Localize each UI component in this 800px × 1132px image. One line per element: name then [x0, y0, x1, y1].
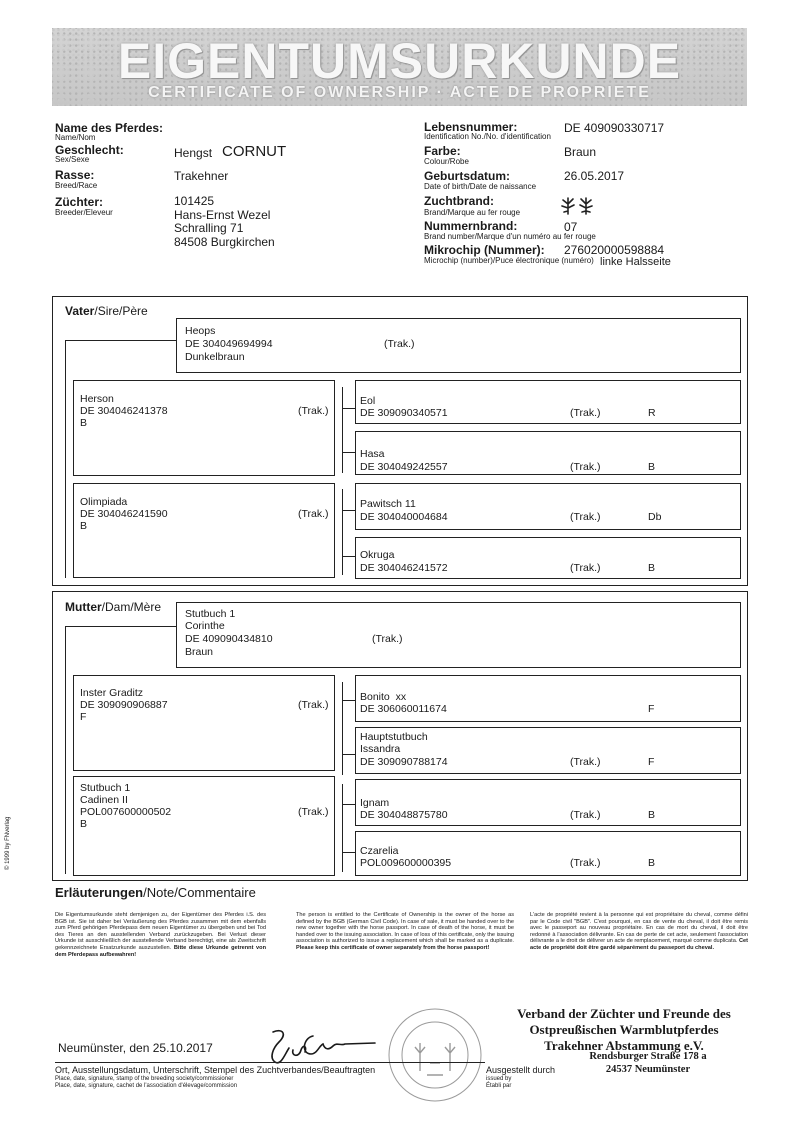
dd-connector [342, 804, 355, 805]
ss-id: DE 304046241378 [80, 405, 168, 417]
colour-value: Braun [564, 145, 597, 159]
sss-colour: R [648, 407, 656, 419]
sds-id: DE 304040004684 [360, 511, 448, 523]
ddd-name: Czarelia [360, 845, 399, 857]
certificate-banner [52, 28, 747, 106]
dds-id: DE 304048875780 [360, 809, 448, 821]
dd-studbook: Stutbuch 1 [80, 782, 131, 794]
signature-label: Ort, Ausstellungsdatum, Unterschrift, Stempel des Zuchtverbandes/Beauftragten [55, 1065, 376, 1075]
chip-location: linke Halsseite [600, 256, 671, 268]
sds-name: Pawitsch 11 [360, 498, 416, 510]
dd-colour: B [80, 818, 88, 830]
breeder-city: 84508 Burgkirchen [174, 235, 275, 249]
notes-title: Erläuterungen/Note/Commentaire [55, 885, 256, 900]
dd-connector [342, 852, 355, 853]
breed-label: Rasse: [55, 168, 95, 182]
dds-breed: (Trak.) [570, 809, 601, 821]
ddd-box [355, 831, 741, 876]
chip-value: 276020000598884 [564, 243, 665, 257]
numbrand-value: 07 [564, 220, 578, 234]
ssd-box [355, 431, 741, 475]
ds-name: Inster Graditz [80, 687, 144, 699]
certificate-subtitle: CERTIFICATE OF OWNERSHIP · ACTE DE PROPRIETE [148, 84, 651, 101]
ds-colour: F [80, 711, 87, 723]
organisation-address: Rendsburger Straße 178 a 24537 Neumünster [589, 1051, 707, 1075]
dds-box [355, 779, 741, 826]
signature-sublabel-en: Place, date, signature, stamp of the breeding society/commissioner [55, 1076, 234, 1082]
ddd-id: POL009600000395 [360, 857, 452, 869]
dam-colour: Braun [185, 646, 214, 658]
ddd-breed: (Trak.) [570, 857, 601, 869]
sire-id: DE 304049694994 [185, 338, 273, 350]
sire-colour: Dunkelbraun [185, 351, 245, 363]
chip-label: Mikrochip (Nummer): [424, 243, 545, 257]
sex-sublabel: Sex/Sexe [55, 155, 90, 164]
elk-antler-brand-icon [560, 194, 596, 216]
ueln-value: DE 409090330717 [564, 121, 665, 135]
dam-breed: (Trak.) [372, 633, 403, 645]
issued-by-label: Ausgestellt durch [486, 1065, 556, 1075]
dds-name: Ignam [360, 797, 390, 809]
sd-breed: (Trak.) [298, 508, 329, 520]
dsd-name: Issandra [360, 743, 401, 755]
sdd-box [355, 537, 741, 579]
ds-box [73, 675, 335, 771]
ss-box [73, 380, 335, 476]
dss-colour: F [648, 703, 655, 715]
colour-label: Farbe: [424, 144, 461, 158]
colour-sublabel: Colour/Robe [424, 157, 469, 166]
ds-connector [342, 700, 355, 701]
sss-name: Eol [360, 395, 376, 407]
brand-sublabel: Brand/Marque au fer rouge [424, 208, 521, 217]
dsd-studbook: Hauptstutbuch [360, 731, 428, 743]
issued-by-sublabel-fr: Établi par [486, 1083, 512, 1089]
ss-connector [342, 452, 355, 453]
dd-name: Cadinen II [80, 794, 128, 806]
dd-breed: (Trak.) [298, 806, 329, 818]
sd-connector [342, 489, 343, 575]
ssd-id: DE 304049242557 [360, 461, 448, 473]
numbrand-label: Nummernbrand: [424, 219, 518, 233]
breeder-sublabel: Breeder/Eleveur [55, 208, 113, 217]
notes-english: The person is entitled to the Certificate of Ownership is the owner of the horse as defined by the BGB (German Civil Code). In case of sale, it must be handed over to the new owner together with the horse passport. In case of death of the horse, it must be handed over to the issuing association. In case of loss of this certificate, only the issuing association is authorized to issue a replacement which shall be marked as a duplicate. Please keep this certificate of owner separately from the horse passport! [296, 912, 514, 951]
brand-label: Zuchtbrand: [424, 194, 494, 208]
sire-connector [65, 340, 66, 578]
ds-connector [342, 682, 343, 775]
name-label: Name des Pferdes: [55, 121, 164, 135]
dam-connector [65, 626, 176, 627]
certificate-title: EIGENTUMSURKUNDE [117, 33, 682, 89]
sd-id: DE 304046241590 [80, 508, 168, 520]
breed-sublabel: Breed/Race [55, 181, 98, 190]
dam-box [176, 602, 741, 668]
sdd-name: Okruga [360, 549, 395, 561]
ss-connector [342, 387, 343, 473]
dss-id: DE 306060011674 [360, 703, 447, 715]
sire-breed: (Trak.) [384, 338, 415, 350]
ddd-colour: B [648, 857, 656, 869]
dd-id: POL007600000502 [80, 806, 172, 818]
dds-colour: B [648, 809, 656, 821]
dsd-breed: (Trak.) [570, 756, 601, 768]
dsd-box [355, 727, 741, 774]
ssd-breed: (Trak.) [570, 461, 601, 473]
sex-label: Geschlecht: [55, 143, 124, 157]
ssd-name: Hasa [360, 448, 385, 460]
ueln-sublabel: Identification No./No. d'identification [424, 132, 551, 141]
ds-connector [342, 754, 355, 755]
breeder-label: Züchter: [55, 195, 103, 209]
sd-colour: B [80, 520, 88, 532]
numbrand-sublabel: Brand number/Marque d'un numéro au fer rouge [424, 232, 596, 241]
notes-german: Die Eigentumsurkunde steht demjenigen zu, der Eigentümer des Pferdes i.S. des BGB ist. Sie ist daher bei Veräußerung des Pferdes zusammen mit dem ebenfalls zum Pferd gehörigen Pferdepass dem neuen Eigentümer zu übergeben und bei Tod des Tieres an den ausstellenden Verband zurückzugeben. Bei Verlust dieser Urkunde ist ausschließlich der ausstellende Verband berechtigt, eine als Zweitschrift gekennzeichnete Ersatzurkunde auszustellen. Bitte diese Urkunde getrennt von dem Pferdepass aufbewahren! [55, 912, 266, 958]
notes-french: L'acte de propriété revient à la personne qui est propriétaire du cheval, comme défini par le Code civil "BGB". C'est pourquoi, en cas de vente du cheval, il doit être remis avec le passeport au nouveau propriétaire. En cas de mort du cheval, il doit être redonné à l'association délivrante. En cas de perte de cet acte, seulement l'association délivrante a le droit de délivrer un acte de remplacement, marqué comme duplicata. Cet acte de propriété doit être gardé séparément du passeport du cheval. [530, 912, 749, 951]
dd-box [73, 776, 335, 876]
dam-section-title: Mutter/Dam/Mère [65, 600, 162, 614]
horse-name-value: CORNUT [222, 143, 287, 160]
name-sublabel: Name/Nom [55, 133, 96, 142]
dss-box [355, 675, 741, 722]
sd-connector [342, 510, 355, 511]
copyright-note: © 1999 by FNverlag [5, 816, 11, 870]
sdd-colour: B [648, 562, 656, 574]
dsd-id: DE 309090788174 [360, 756, 448, 768]
sds-colour: Db [648, 511, 662, 523]
sire-connector [65, 340, 176, 341]
dob-sublabel: Date of birth/Date de naissance [424, 182, 537, 191]
sds-breed: (Trak.) [570, 511, 601, 523]
ds-id: DE 309090906887 [80, 699, 168, 711]
sd-connector [342, 556, 355, 557]
breeder-street: Schralling 71 [174, 221, 244, 235]
ueln-label: Lebensnummer: [424, 120, 518, 134]
sire-box [176, 318, 741, 373]
ssd-colour: B [648, 461, 656, 473]
breed-value: Trakehner [174, 169, 229, 183]
signature-sublabel-fr: Place, date, signature, cachet de l'association d'élevage/commission [55, 1083, 238, 1089]
sd-name: Olimpiada [80, 496, 128, 508]
signature-line [55, 1062, 485, 1063]
dss-name: Bonito xx [360, 691, 407, 703]
association-stamp-icon [385, 1005, 485, 1105]
sex-value: Hengst [174, 146, 213, 160]
dd-connector [342, 784, 343, 872]
dam-studbook: Stutbuch 1 [185, 608, 236, 620]
sss-box [355, 380, 741, 424]
place-date: Neumünster, den 25.10.2017 [58, 1041, 213, 1055]
sd-box [73, 483, 335, 578]
sire-name: Heops [185, 325, 216, 337]
dam-name: Corinthe [185, 620, 225, 632]
sire-section-title: Vater/Sire/Père [65, 304, 148, 318]
dsd-colour: F [648, 756, 655, 768]
ss-connector [342, 408, 355, 409]
ds-breed: (Trak.) [298, 699, 329, 711]
dam-connector [65, 626, 66, 874]
chip-sublabel: Microchip (number)/Puce électronique (numéro) [424, 256, 594, 265]
breeder-number: 101425 [174, 194, 215, 208]
ss-breed: (Trak.) [298, 405, 329, 417]
sss-breed: (Trak.) [570, 407, 601, 419]
breeder-name: Hans-Ernst Wezel [174, 208, 271, 222]
dam-id: DE 409090434810 [185, 633, 273, 645]
sss-id: DE 309090340571 [360, 407, 448, 419]
ss-name: Herson [80, 393, 114, 405]
sdd-id: DE 304046241572 [360, 562, 448, 574]
sdd-breed: (Trak.) [570, 562, 601, 574]
sds-box [355, 483, 741, 530]
dob-label: Geburtsdatum: [424, 169, 511, 183]
dob-value: 26.05.2017 [564, 169, 625, 183]
issued-by-sublabel-en: issued by [486, 1076, 512, 1082]
ss-colour: B [80, 417, 88, 429]
issuing-organisation: Verband der Züchter und Freunde des Ostpreußischen Warmblutpferdes Trakehner Abstammung e.V. [517, 1006, 731, 1053]
